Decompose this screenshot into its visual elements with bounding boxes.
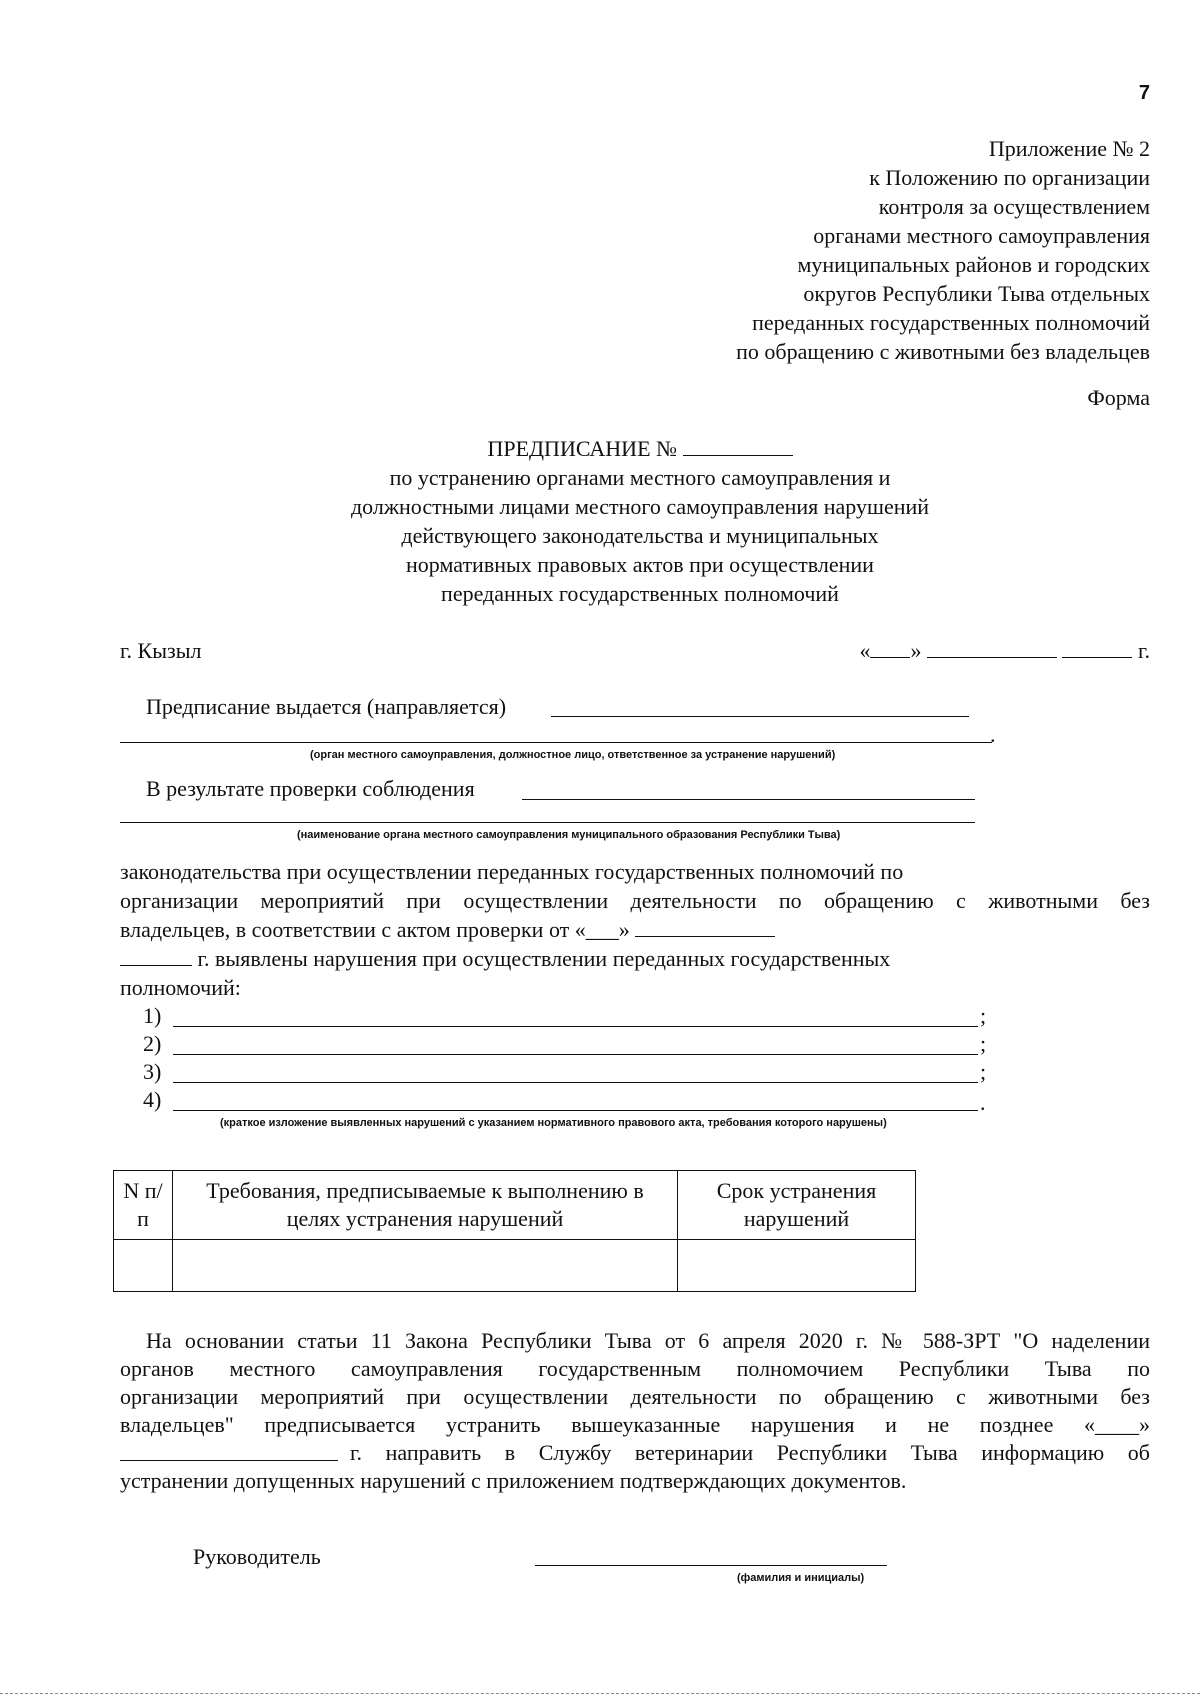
act-date-blank[interactable] [635, 918, 775, 937]
year-blank[interactable] [1062, 639, 1132, 658]
basis-line: владельцев" предписывается устранить вышеуказанные нарушения и не позднее «____» [120, 1412, 1150, 1437]
issued-to-end: . [990, 722, 996, 747]
inspection-caption: (наименование органа местного самоуправления муниципального образования Республики Тыва) [297, 829, 841, 841]
title-line: переданных государственных полномочий [441, 581, 839, 606]
title-heading-text: ПРЕДПИСАНИЕ № [487, 436, 677, 461]
act-year-blank[interactable] [120, 947, 192, 966]
issued-to-blank[interactable] [551, 716, 969, 717]
month-blank[interactable] [927, 639, 1057, 658]
page-number: 7 [1138, 82, 1150, 104]
inspection-blank-2[interactable] [120, 822, 975, 823]
violation-end: ; [980, 1059, 987, 1084]
appendix-header [736, 134, 1150, 366]
title-line: нормативных правовых актов при осуществлении [406, 552, 874, 577]
body-line: законодательства при осуществлении переданных государственных полномочий по [120, 859, 904, 884]
title-line: должностными лицами местного самоуправления нарушений [350, 494, 930, 519]
inspection-label: В результате проверки соблюдения [146, 776, 475, 801]
appendix-line: к Положению по организации [869, 165, 1150, 190]
body-line-text: г. выявлены нарушения при осуществлении переданных государственных [197, 946, 891, 971]
appendix-line: контроля за осуществлением [878, 194, 1150, 219]
appendix-line: органами местного самоуправления [813, 223, 1150, 248]
violation-end: ; [980, 1003, 987, 1028]
date-open-quote: « [859, 638, 871, 663]
violation-end: . [980, 1090, 986, 1115]
appendix-line: переданных государственных полномочий [752, 310, 1150, 335]
requirements-table [113, 1170, 916, 1292]
title-heading [0, 434, 1200, 463]
column-header-number: N п/п [114, 1171, 173, 1240]
number-blank[interactable] [683, 437, 793, 456]
violation-number: 4) [143, 1087, 162, 1112]
violations-caption: (краткое изложение выявленных нарушений с указанием нормативного правового акта, требования которого нарушены) [220, 1117, 887, 1129]
signature-blank[interactable] [535, 1565, 887, 1566]
body-line: организации мероприятий при осуществлении деятельности по обращению с животными без [120, 888, 1150, 913]
violation-blank[interactable] [173, 1082, 978, 1083]
title-line: по устранению органами местного самоуправления и [389, 465, 891, 490]
column-header-requirements: Требования, предписываемые к выполнению в целях устранения нарушений [173, 1171, 678, 1240]
date-field [859, 638, 1150, 664]
place: г. Кызыл [120, 638, 202, 663]
violation-number: 1) [143, 1003, 162, 1028]
table-header-row [114, 1171, 916, 1240]
signature-label: Руководитель [193, 1544, 321, 1569]
page-edge-divider [0, 1693, 1200, 1694]
column-header-deadline: Срок устранения нарушений [678, 1171, 916, 1240]
basis-line: организации мероприятий при осуществлении деятельности по обращению с животными без [120, 1384, 1150, 1409]
violation-number: 2) [143, 1031, 162, 1056]
basis-line: органов местного самоуправления государственным полномочием Республики Тыва по [120, 1356, 1150, 1381]
appendix-line: округов Республики Тыва отдельных [803, 281, 1150, 306]
form-label: Форма [1087, 385, 1150, 410]
date-close-quote: » [910, 638, 922, 663]
signature-caption: (фамилия и инициалы) [737, 1572, 865, 1584]
body-line [120, 917, 775, 943]
table-row [114, 1240, 916, 1292]
day-blank[interactable] [870, 639, 910, 658]
violation-blank[interactable] [173, 1110, 978, 1111]
body-line: полномочий: [120, 975, 241, 1000]
violation-end: ; [980, 1031, 987, 1056]
issued-to-label: Предписание выдается (направляется) [146, 694, 507, 719]
basis-line: устранении допущенных нарушений с приложением подтверждающих документов. [120, 1468, 907, 1493]
body-line-text: владельцев, в соответствии с актом проверки от «___» [120, 917, 630, 942]
violation-number: 3) [143, 1059, 162, 1084]
table-cell[interactable] [678, 1240, 916, 1292]
issued-to-blank-2[interactable] [120, 742, 992, 743]
title-line: действующего законодательства и муниципальных [401, 523, 879, 548]
basis-line: г. направить в Службу ветеринарии Республики Тыва информацию об [350, 1440, 1150, 1465]
deadline-blank[interactable] [120, 1460, 338, 1461]
table-cell[interactable] [173, 1240, 678, 1292]
body-line [120, 946, 890, 972]
issued-to-caption: (орган местного самоуправления, должностное лицо, ответственное за устранение нарушений) [310, 749, 836, 761]
inspection-blank[interactable] [522, 799, 975, 800]
violation-blank[interactable] [173, 1054, 978, 1055]
year-suffix: г. [1137, 638, 1150, 663]
appendix-line: Приложение № 2 [988, 136, 1150, 161]
appendix-line: по обращению с животными без владельцев [736, 339, 1150, 364]
appendix-line: муниципальных районов и городских [797, 252, 1150, 277]
table-cell[interactable] [114, 1240, 173, 1292]
basis-line: На основании статьи 11 Закона Республики Тыва от 6 апреля 2020 г. № 588-ЗРТ "О наделении [146, 1328, 1150, 1353]
document-title [0, 434, 1200, 608]
violation-blank[interactable] [173, 1026, 978, 1027]
